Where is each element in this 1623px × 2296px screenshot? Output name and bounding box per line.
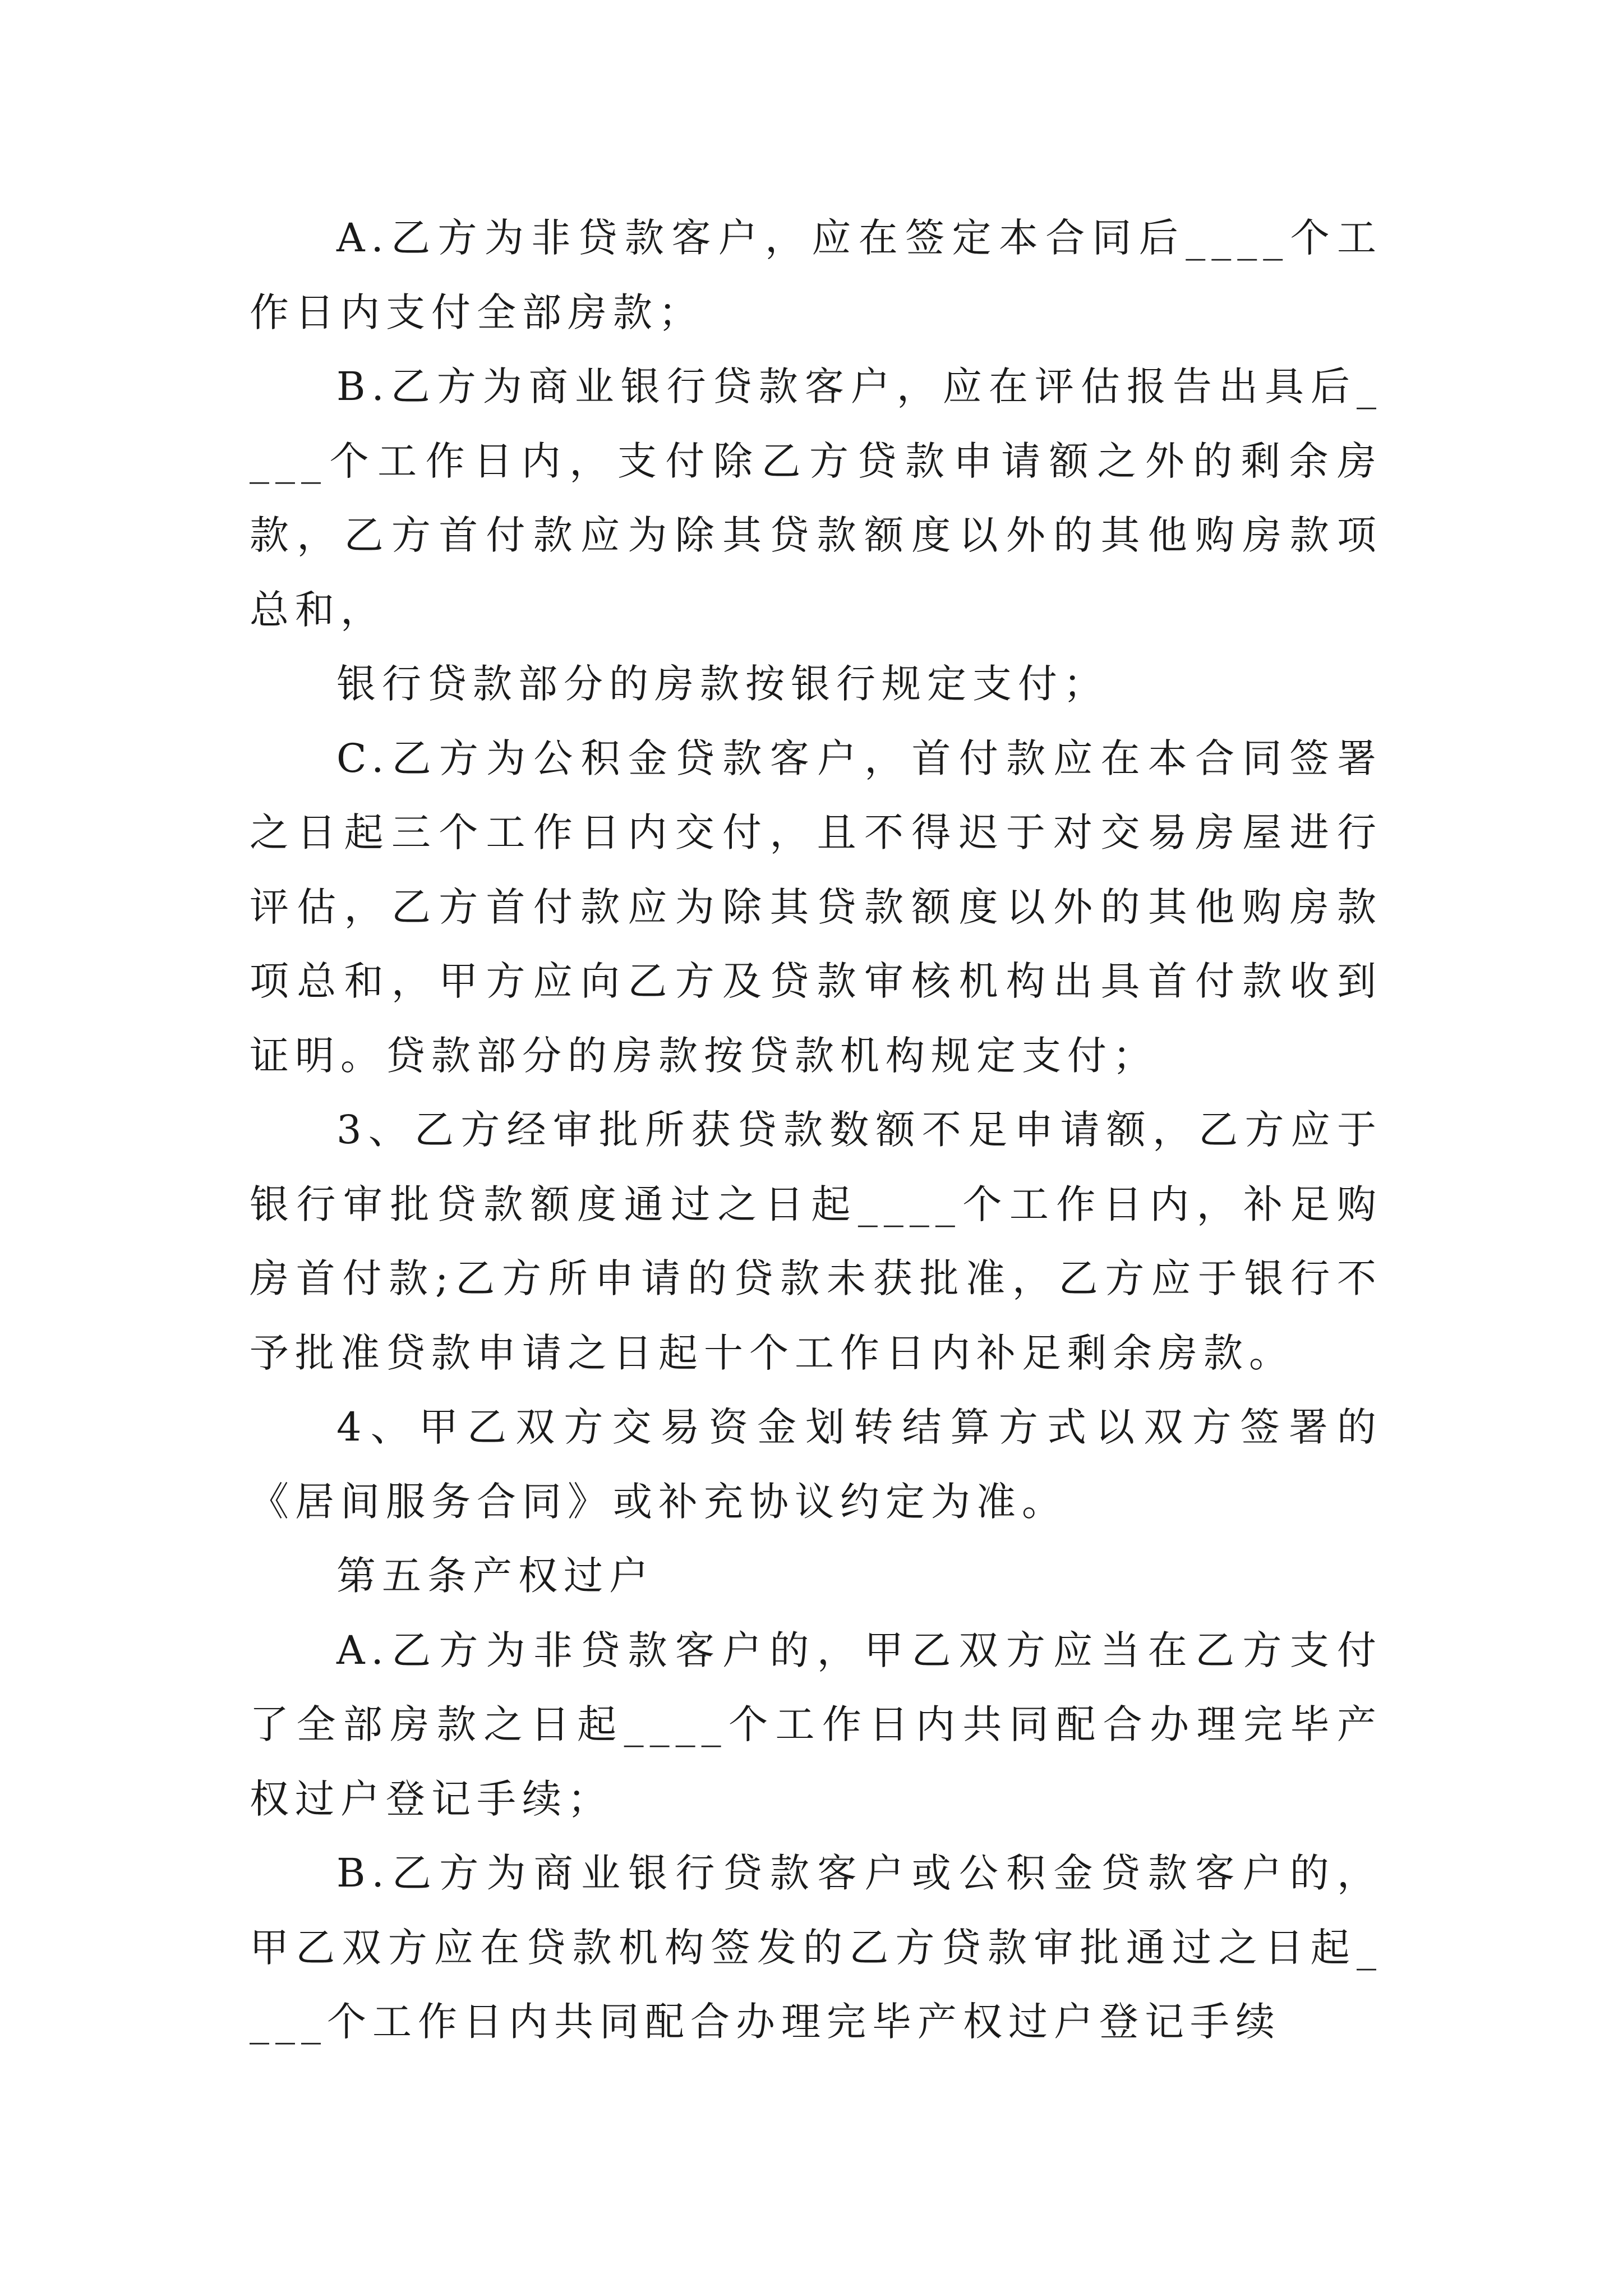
- paragraph-provident-fund-payment: C.乙方为公积金贷款客户，首付款应在本合同签署之日起三个工作日内交付，且不得迟于对交易房屋进行评估，乙方首付款应为除其贷款额度以外的其他购房款项总和，甲方应向乙方及贷款审核机构出具首付款收到证明。贷款部分的房款按贷款机构规定支付；: [250, 735, 1382, 1079]
- paragraph-bank-loan-portion: 银行贷款部分的房款按银行规定支付；: [336, 661, 1109, 707]
- paragraph-loan-shortfall: 3、乙方经审批所获贷款数额不足申请额，乙方应于银行审批贷款额度通过之日起____个工作日内，补足购房首付款;乙方所申请的贷款未获批准，乙方应于银行不予批准贷款申请之日起十个工作日内补足剩余房款。: [250, 1107, 1382, 1376]
- paragraph-commercial-loan-payment: B.乙方为商业银行贷款客户，应在评估报告出具后____个工作日内，支付除乙方贷款申请额之外的剩余房款，乙方首付款应为除其贷款额度以外的其他购房款项总和，: [250, 364, 1382, 633]
- section-heading-article-five: 第五条产权过户: [336, 1553, 654, 1599]
- paragraph-transfer-loan: B.乙方为商业银行贷款客户或公积金贷款客户的，甲乙双方应在贷款机构签发的乙方贷款审批通过之日起____个工作日内共同配合办理完毕产权过户登记手续: [250, 1850, 1382, 2045]
- document-body: [250, 201, 1382, 2059]
- paragraph-settlement-method: 4、甲乙双方交易资金划转结算方式以双方签署的《居间服务合同》或补充协议约定为准。: [250, 1404, 1382, 1525]
- paragraph-transfer-non-loan: A.乙方为非贷款客户的，甲乙双方应当在乙方支付了全部房款之日起____个工作日内共同配合办理完毕产权过户登记手续；: [250, 1627, 1382, 1822]
- paragraph-non-loan-payment: A.乙方为非贷款客户，应在签定本合同后____个工作日内支付全部房款；: [250, 215, 1382, 335]
